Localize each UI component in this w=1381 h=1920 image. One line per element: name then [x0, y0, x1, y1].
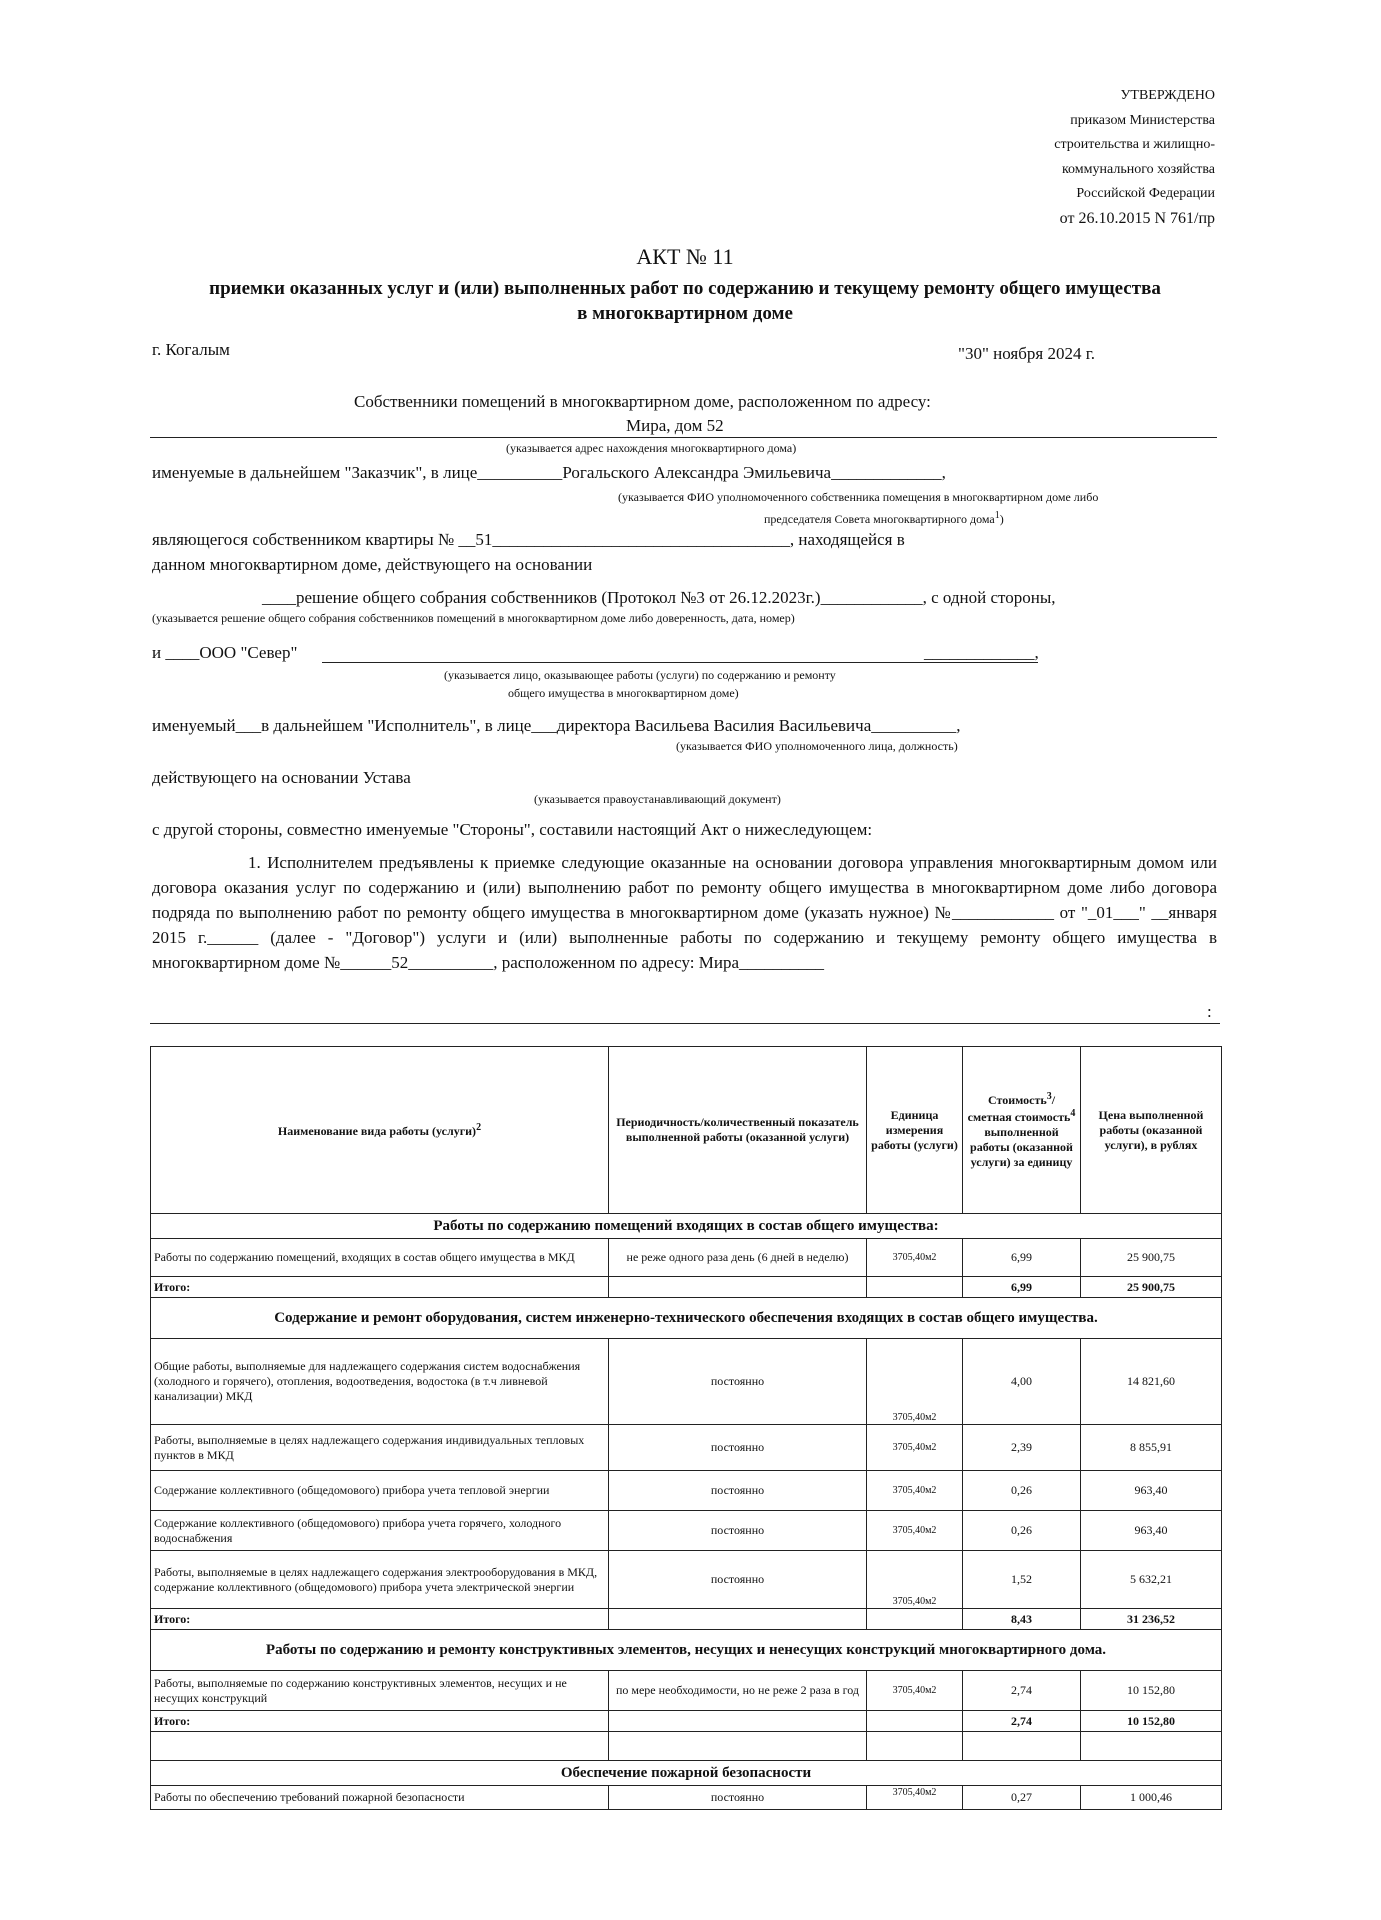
total-empty [609, 1711, 867, 1732]
work-cost: 0,26 [963, 1511, 1081, 1551]
approval-line: УТВЕРЖДЕНО [1120, 88, 1215, 103]
work-periodicity: не реже одного раза день (6 дней в неделю) [609, 1239, 867, 1277]
work-unit: 3705,40м2 [867, 1471, 963, 1511]
customer-hint-close: ) [999, 512, 1004, 526]
house-basis-line: данном многоквартирном доме, действующего на основании [152, 555, 593, 574]
total-row [151, 1711, 1222, 1732]
work-price: 5 632,21 [1081, 1551, 1222, 1609]
work-cost: 6,99 [963, 1239, 1081, 1277]
total-empty [609, 1609, 867, 1630]
customer-hint-2 [764, 510, 1004, 527]
total-label: Итого: [151, 1277, 609, 1298]
work-name: Содержание коллективного (общедомового) прибора учета горячего, холодного водоснабжения [151, 1511, 609, 1551]
table-row [151, 1471, 1222, 1511]
table-row [151, 1786, 1222, 1810]
clause-colon: : [1207, 1002, 1212, 1021]
act-title-block [150, 244, 1220, 326]
total-price: 31 236,52 [1081, 1609, 1222, 1630]
table-row [151, 1511, 1222, 1551]
work-unit: 3705,40м2 [867, 1671, 963, 1711]
work-price: 14 821,60 [1081, 1339, 1222, 1425]
empty-cell [1081, 1732, 1222, 1761]
total-empty [867, 1609, 963, 1630]
header-price: Цена выполненной работы (оказанной услуги), в рублях [1081, 1047, 1222, 1214]
work-unit: 3705,40м2 [867, 1339, 963, 1425]
total-empty [867, 1277, 963, 1298]
work-price: 963,40 [1081, 1511, 1222, 1551]
address-hint: (указывается адрес нахождения многоквартирного дома) [506, 441, 797, 455]
total-row [151, 1277, 1222, 1298]
work-name: Работы, выполняемые по содержанию конструктивных элементов, несущих и не несущих конструкций [151, 1671, 609, 1711]
house-address: Мира, дом 52 [626, 416, 724, 435]
owner-apartment-line: являющегося собственником квартиры № __51___________________________________, находящейся в [152, 530, 905, 549]
work-price: 25 900,75 [1081, 1239, 1222, 1277]
work-cost: 0,27 [963, 1786, 1081, 1810]
footnote-mark: 4 [1070, 1107, 1076, 1119]
header-cost-a: Стоимость [987, 1092, 1047, 1107]
address-underline [150, 437, 1217, 438]
total-label: Итого: [151, 1711, 609, 1732]
footnote-mark: 1 [994, 510, 1000, 521]
owners-intro: Собственники помещений в многоквартирном доме, расположенном по адресу: [354, 392, 931, 411]
contractor-line [152, 643, 297, 663]
work-unit: 3705,40м2 [867, 1239, 963, 1277]
approval-line: Российской Федерации [1076, 186, 1215, 201]
clause-1: 1. Исполнителем предъявлены к приемке следующие оказанные на основании договора управления многоквартирным домом или договора оказания услуг по содержанию и (или) выполнению работ по ремонту общего имущества в многоквартирном доме либо договора подряда по выполнению работ по ремонту общего имущества в многоквартирном доме (указать нужное) №____________ от "_01___" __января 2015 г.______ (далее - "Договор") услуги и (или) выполненные работы по содержанию и текущему ремонту общего имущества в многоквартирном доме №______52__________, расположенном по адресу: Мира__________ [152, 853, 1217, 972]
parties-line: с другой стороны, совместно именуемые "Стороны", составили настоящий Акт о нижеследующем: [152, 820, 873, 839]
basis-hint: (указывается решение общего собрания собственников помещений в многоквартирном доме либо доверенность, дата, номер) [152, 611, 795, 625]
section-title: Работы по содержанию помещений входящих в состав общего имущества: [151, 1214, 1222, 1239]
work-name: Работы, выполняемые в целях надлежащего содержания электрооборудования в МКД, содержание коллективного (общедомового) прибора учета электрической энергии [151, 1551, 609, 1609]
work-periodicity: постоянно [609, 1511, 867, 1551]
charter-line: действующего на основании Устава [152, 768, 411, 787]
act-date: "30" ноября 2024 г. [958, 344, 1095, 363]
footnote-mark: 3 [1046, 1090, 1052, 1102]
section-title-row [151, 1214, 1222, 1239]
header-periodicity: Периодичность/количественный показатель выполненной работы (оказанной услуги) [609, 1047, 867, 1214]
approval-line: строительства и жилищно- [1054, 137, 1215, 152]
work-name: Общие работы, выполняемые для надлежащего содержания систем водоснабжения (холодного и горячего), отопления, водоотведения, водостока (в т.ч ливневой канализации) МКД [151, 1339, 609, 1425]
charter-hint: (указывается правоустанавливающий документ) [534, 792, 781, 806]
work-price: 8 855,91 [1081, 1425, 1222, 1471]
section-title-row [151, 1761, 1222, 1786]
empty-cell [963, 1732, 1081, 1761]
total-label: Итого: [151, 1609, 609, 1630]
header-work-name [151, 1047, 609, 1214]
executor-line: именуемый___в дальнейшем "Исполнитель", в лице___директора Васильева Василия Васильевича__________, [152, 716, 961, 735]
work-periodicity: постоянно [609, 1471, 867, 1511]
work-cost: 4,00 [963, 1339, 1081, 1425]
approval-line: коммунального хозяйства [1061, 161, 1215, 177]
work-price: 963,40 [1081, 1471, 1222, 1511]
work-cost: 2,39 [963, 1425, 1081, 1471]
work-periodicity: постоянно [609, 1339, 867, 1425]
act-subtitle-line-2: в многоквартирном доме [577, 303, 793, 324]
contractor-tail: _____________, [924, 643, 1039, 662]
table-row [151, 1239, 1222, 1277]
table-row [151, 1671, 1222, 1711]
work-price: 1 000,46 [1081, 1786, 1222, 1810]
empty-cell [867, 1732, 963, 1761]
approval-order: от 26.10.2015 N 761/пр [1059, 209, 1215, 227]
work-unit: 3705,40м2 [867, 1511, 963, 1551]
total-empty [867, 1711, 963, 1732]
customer-line [152, 463, 946, 483]
table-row [151, 1339, 1222, 1425]
act-subtitle [150, 276, 1220, 326]
section-title: Обеспечение пожарной безопасности [151, 1761, 1222, 1786]
header-work-name-text: Наименование вида работы (услуги) [277, 1123, 477, 1138]
work-name: Работы по содержанию помещений, входящих в состав общего имущества в МКД [151, 1239, 609, 1277]
empty-row [151, 1732, 1222, 1761]
work-name: Работы, выполняемые в целях надлежащего содержания индивидуальных тепловых пунктов в МКД [151, 1425, 609, 1471]
section-title: Работы по содержанию и ремонту конструктивных элементов, несущих и ненесущих конструкций многоквартирного дома. [151, 1630, 1222, 1671]
work-cost: 0,26 [963, 1471, 1081, 1511]
clause-address-underline [150, 1023, 1220, 1024]
city: г. Когалым [152, 340, 230, 359]
work-price: 10 152,80 [1081, 1671, 1222, 1711]
table-row [151, 1425, 1222, 1471]
work-cost: 2,74 [963, 1671, 1081, 1711]
work-periodicity: постоянно [609, 1551, 867, 1609]
work-unit: 3705,40м2 [867, 1551, 963, 1609]
total-cost: 8,43 [963, 1609, 1081, 1630]
approval-stamp [1054, 84, 1215, 231]
total-cost: 2,74 [963, 1711, 1081, 1732]
work-cost: 1,52 [963, 1551, 1081, 1609]
empty-cell [151, 1732, 609, 1761]
header-unit: Единица измерения работы (услуги) [867, 1047, 963, 1214]
works-table [150, 1046, 1222, 1810]
contractor-and: и ____ [152, 643, 200, 662]
work-name: Работы по обеспечению требований пожарной безопасности [151, 1786, 609, 1810]
customer-name: Рогальского Александра Эмильевича [562, 463, 832, 482]
footnote-mark: 2 [476, 1121, 482, 1133]
section-title: Содержание и ремонт оборудования, систем инженерно-технического обеспечения входящих в состав общего имущества. [151, 1298, 1222, 1339]
table-row [151, 1551, 1222, 1609]
section-title-row [151, 1630, 1222, 1671]
work-unit: 3705,40м2 [867, 1425, 963, 1471]
empty-cell [609, 1732, 867, 1761]
basis-line: ____решение общего собрания собственников (Протокол №3 от 26.12.2023г.)____________, с одной стороны, [262, 588, 1056, 607]
work-name: Содержание коллективного (общедомового) прибора учета тепловой энергии [151, 1471, 609, 1511]
total-empty [609, 1277, 867, 1298]
table-header-row [151, 1047, 1222, 1214]
customer-hint-text: председателя Совета многоквартирного дома [764, 512, 995, 526]
work-periodicity: постоянно [609, 1786, 867, 1810]
work-unit: 3705,40м2 [867, 1786, 963, 1810]
customer-hint-1: (указывается ФИО уполномоченного собственника помещения в многоквартирном доме либо [618, 490, 1099, 504]
contractor-name: ООО "Север" [199, 643, 298, 662]
executor-hint: (указывается ФИО уполномоченного лица, должность) [676, 739, 958, 753]
total-row [151, 1609, 1222, 1630]
customer-prefix: именуемые в дальнейшем "Заказчик", в лице__________ [152, 463, 563, 482]
work-periodicity: по мере необходимости, но не реже 2 раза в год [609, 1671, 867, 1711]
approval-line: приказом Министерства [1070, 112, 1215, 128]
header-cost-c: выполненной работы (оказанной услуги) за единицу [970, 1124, 1073, 1169]
work-periodicity: постоянно [609, 1425, 867, 1471]
total-cost: 6,99 [963, 1277, 1081, 1298]
header-cost [963, 1047, 1081, 1214]
section-title-row [151, 1298, 1222, 1339]
act-subtitle-line-1: приемки оказанных услуг и (или) выполненных работ по содержанию и текущему ремонту общего имущества [209, 278, 1161, 299]
header-cost-b: /сметная стоимость [967, 1092, 1071, 1124]
contractor-hint-2: общего имущества в многоквартирном доме) [508, 686, 739, 700]
total-price: 25 900,75 [1081, 1277, 1222, 1298]
act-number: АКТ № 11 [636, 244, 734, 269]
contractor-hint-1: (указывается лицо, оказывающее работы (услуги) по содержанию и ремонту [444, 668, 836, 682]
customer-suffix: _____________, [831, 463, 946, 482]
total-price: 10 152,80 [1081, 1711, 1222, 1732]
